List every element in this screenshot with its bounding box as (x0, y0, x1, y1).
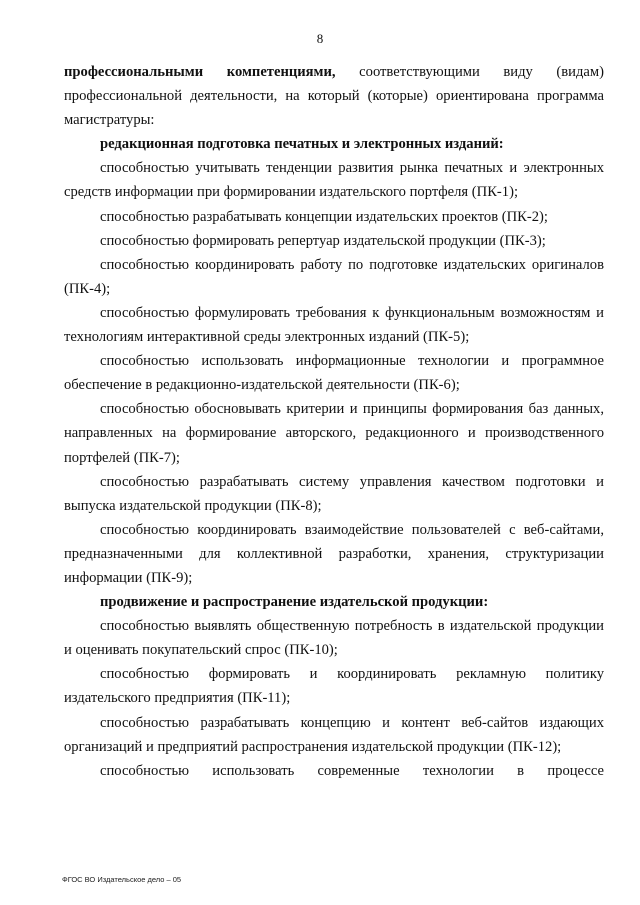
page-number: 8 (316, 31, 324, 46)
competency-item-pk6: способностью использовать информационные технологии и программное обеспечение в редакционно-издательской деятельности (ПК-6); (64, 353, 604, 394)
competency-item-pk10: способностью выявлять общественную потребность в издательской продукции и оценивать покупательский спрос (ПК-10); (64, 618, 604, 659)
competency-item-pk7: способностью обосновывать критерии и принципы формирования баз данных, направленных на формирование авторского, редакционного и производственного портфелей (ПК-7); (64, 401, 604, 466)
competency-item-pk3: способностью формировать репертуар издательской продукции (ПК-3); (100, 232, 546, 249)
competency-item-pk4: способностью координировать работу по подготовке издательских оригиналов (ПК-4); (64, 256, 604, 297)
competency-item-pk5: способностью формулировать требования к функциональным возможностям и технологиям интерактивной среды электронных изданий (ПК-5); (64, 304, 604, 346)
competency-item-pk9: способностью координировать взаимодействие пользователей с веб-сайтами, предназначенными для коллективной разработки, хранения, структуризации информации (ПК-9); (64, 521, 604, 586)
competency-item-pk2: способностью разрабатывать концепции издательских проектов (ПК-2); (100, 208, 548, 225)
section-heading-promotion: продвижение и распространение издательской продукции: (100, 594, 489, 611)
intro-text: соответствующими виду (видам) профессиональной деятельности, на который (которые) ориентирована программа магистратуры: (64, 64, 604, 129)
intro-paragraph (64, 60, 604, 132)
section-heading-editorial: редакционная подготовка печатных и электронных изданий: (100, 136, 504, 153)
page-footer: ФГОС ВО Издательское дело – 05 (62, 875, 182, 884)
document-body (64, 60, 604, 783)
competency-item-pk1: способностью учитывать тенденции развития рынка печатных и электронных средств информации при формировании издательского портфеля (ПК-1); (64, 160, 604, 201)
competency-item-pk11: способностью формировать и координировать рекламную политику издательского предприятия (ПК-11); (64, 666, 604, 707)
competency-item-pk8: способностью разрабатывать систему управления качеством подготовки и выпуска издательской продукции (ПК-8); (64, 473, 604, 514)
competency-item-partial: способностью использовать современные технологии в процессе (100, 762, 604, 779)
competency-item-pk12: способностью разрабатывать концепцию и контент веб-сайтов издающих организаций и предприятий распространения издательской продукции (ПК-12); (64, 714, 604, 755)
intro-bold-text: профессиональными компетенциями, (64, 64, 336, 80)
